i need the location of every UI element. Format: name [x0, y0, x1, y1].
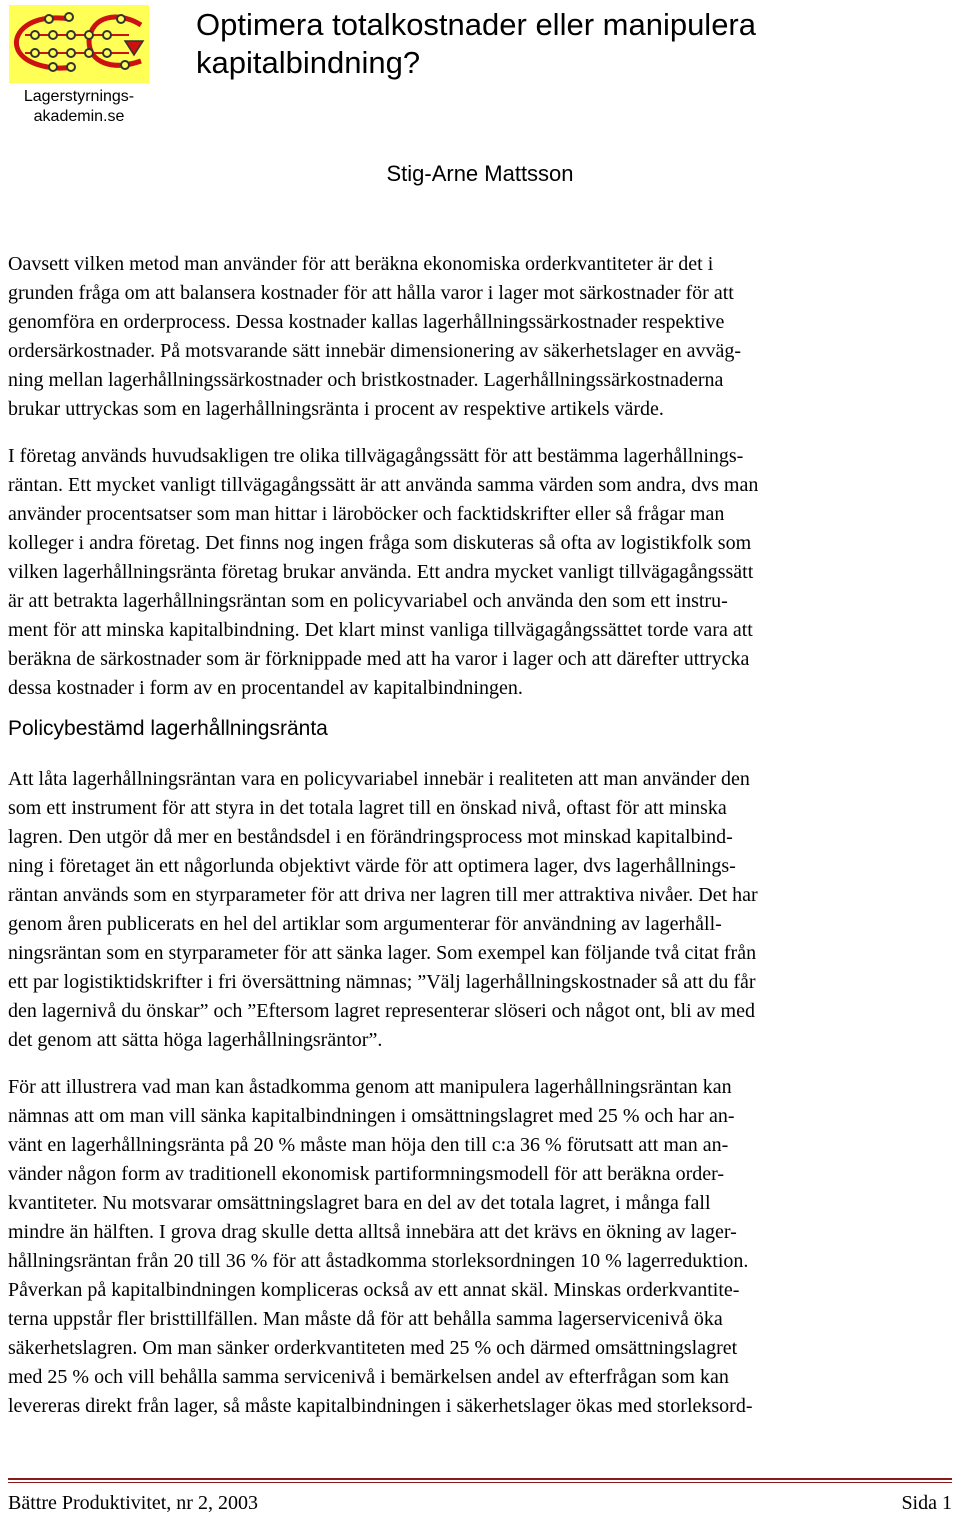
text-line: Oavsett vilken metod man använder för att beräkna ekonomiska orderkvantiteter är det i — [8, 253, 714, 275]
text-line: mindre än hälften. I grova drag skulle detta alltså innebära att det krävs en ökning av lager- — [8, 1221, 737, 1243]
text-line: brukar uttryckas som en lagerhållningsränta i procent av respektive artikels värde. — [8, 398, 664, 420]
footer-page-number: Sida 1 — [901, 1492, 952, 1514]
text-line: räntan. Ett mycket vanligt tillvägagångssätt är att använda samma värden som andra, dvs man — [8, 474, 759, 496]
title-line: kapitalbindning? — [196, 45, 421, 80]
text-line: Påverkan på kapitalbindningen kompliceras också av ett annat skäl. Minskas orderkvantite- — [8, 1279, 740, 1301]
text-line: ment för att minska kapitalbindning. Det klart minst vanliga tillvägagångssättet torde vara att — [8, 619, 753, 641]
text-line: ning mellan lagerhållningssärkostnader och bristkostnader. Lagerhållningssärkostnaderna — [8, 369, 724, 391]
text-line: genomföra en orderprocess. Dessa kostnader kallas lagerhållningssärkostnader respektive — [8, 311, 725, 333]
paragraph-2 — [8, 442, 952, 703]
text-line: är att betrakta lagerhållningsräntan som en policyvariabel och använda den som ett instru- — [8, 590, 728, 612]
text-line: med 25 % och vill behålla samma servicenivå i bemärkelsen andel av efterfrågan som kan — [8, 1366, 729, 1388]
text-line: ning i företaget än ett någorlunda objektivt värde för att optimera lager, dvs lagerhållnings- — [8, 855, 736, 877]
logo-caption-line: akademin.se — [33, 108, 125, 125]
text-line: räntan används som en styrparameter för att driva ner lagren till mer attraktiva nivåer. Det har — [8, 884, 758, 906]
logo-graphic — [9, 5, 149, 83]
text-line: det genom att sätta höga lagerhållningsräntor”. — [8, 1029, 383, 1051]
text-line: säkerhetslagren. Om man sänker orderkvantiteten med 25 % och därmed omsättningslagret — [8, 1337, 738, 1359]
paragraph-4 — [8, 1073, 952, 1421]
text-line: nämnas att om man vill sänka kapitalbindningen i omsättningslagret med 25 % och har an- — [8, 1105, 735, 1127]
text-line: kvantiteter. Nu motsvarar omsättningslagret bara en del av det totala lagret, i många fall — [8, 1192, 711, 1214]
logo — [9, 5, 149, 125]
text-line: vänt en lagerhållningsränta på 20 % måste man höja den till c:a 36 % förutsatt att man an- — [8, 1134, 729, 1156]
text-line: vänder någon form av traditionell ekonomisk partiformningsmodell för att beräkna order- — [8, 1163, 725, 1185]
paragraph-3 — [8, 765, 952, 1055]
footer-publication: Bättre Produktivitet, nr 2, 2003 — [8, 1492, 258, 1514]
text-line: använder procentsatser som man hittar i läroböcker och facktidskrifter eller så frågar man — [8, 503, 725, 525]
text-line: Att låta lagerhållningsräntan vara en policyvariabel innebär i realiteten att man använder den — [8, 768, 750, 790]
text-line: kolleger i andra företag. Det finns nog ingen fråga som diskuteras så ofta av logistikfolk som — [8, 532, 752, 554]
text-line: För att illustrera vad man kan åstadkomma genom att manipulera lagerhållningsräntan kan — [8, 1076, 732, 1098]
text-line: lagren. Den utgör då mer en beståndsdel i en förändringsprocess mot minskad kapitalbind- — [8, 826, 733, 848]
section-heading: Policybestämd lagerhållningsränta — [8, 717, 328, 740]
text-line: hållningsräntan från 20 till 36 % för att åstadkomma storleksordningen 10 % lagerreduktion. — [8, 1250, 749, 1272]
logo-caption — [9, 87, 149, 127]
page-title — [196, 6, 936, 82]
text-line: levereras direkt från lager, så måste kapitalbindningen i säkerhetslager ökas med storleksord- — [8, 1395, 753, 1417]
text-line: vilken lagerhållningsränta företag brukar använda. Ett andra mycket vanligt tillvägagångssätt — [8, 561, 754, 583]
text-line: ordersärkostnader. På motsvarande sätt innebär dimensionering av säkerhetslager en avväg- — [8, 340, 742, 362]
author: Stig-Arne Mattsson — [386, 161, 574, 186]
text-line: den lagernivå du önskar” och ”Eftersom lagret representerar slöseri och något ont, bli av med — [8, 1000, 755, 1022]
footer-divider-thin — [8, 1482, 952, 1483]
title-line: Optimera totalkostnader eller manipulera — [196, 7, 756, 42]
text-line: grunden fråga om att balansera kostnader för att hålla varor i lager mot särkostnader för att — [8, 282, 734, 304]
article-body — [8, 250, 952, 1421]
text-line: ningsräntan som en styrparameter för att sänka lager. Som exempel kan följande två citat från — [8, 942, 757, 964]
text-line: genom åren publicerats en hel del artiklar som argumenterar för användning av lagerhåll- — [8, 913, 722, 935]
paragraph-1 — [8, 250, 952, 424]
text-line: terna uppstår fler bristtillfällen. Man måste då för att behålla samma lagerservicenivå öka — [8, 1308, 723, 1330]
footer-divider — [8, 1478, 952, 1480]
lagerstyrning-logo-icon — [9, 5, 149, 83]
text-line: beräkna de särkostnader som är förknippade med att ha varor i lager och att därefter uttrycka — [8, 648, 750, 670]
text-line: ett par logistiktidskrifter i fri översättning nämnas; ”Välj lagerhållningskostnader så att du får — [8, 971, 756, 993]
text-line: dessa kostnader i form av en procentandel av kapitalbindningen. — [8, 677, 523, 699]
text-line: som ett instrument för att styra in det totala lagret till en önskad nivå, oftast för att minska — [8, 797, 727, 819]
logo-caption-line: Lagerstyrnings- — [23, 88, 135, 105]
text-line: I företag används huvudsakligen tre olika tillvägagångssätt för att bestämma lagerhållnings- — [8, 445, 744, 467]
